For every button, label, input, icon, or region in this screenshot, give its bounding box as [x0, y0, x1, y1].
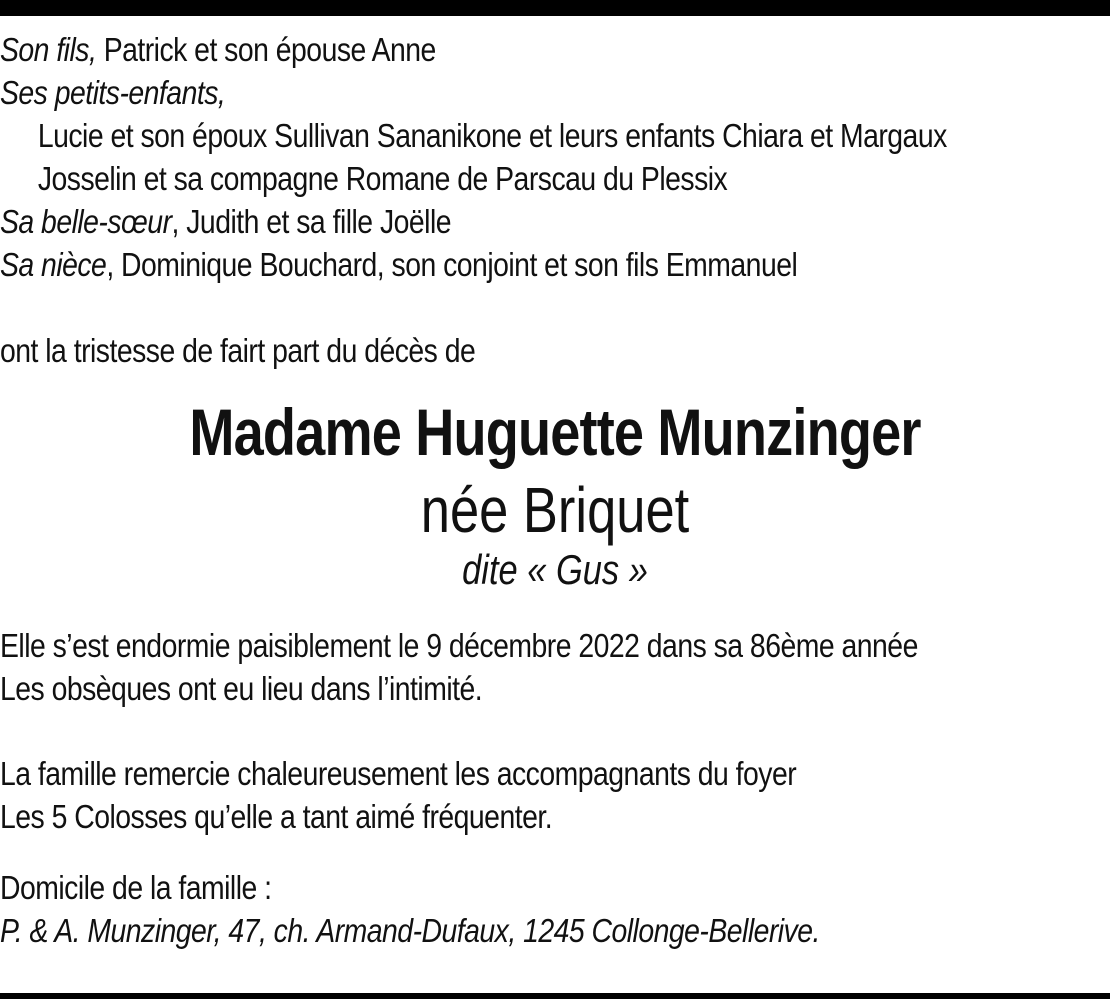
announcement-text: ont la tristesse de fairt part du décès de [0, 332, 476, 369]
grandchildren-label: Ses petits-enfants, [0, 74, 226, 111]
obituary-notice [0, 28, 1110, 952]
son-label: Son fils, [0, 31, 97, 68]
details-line-2: Les obsèques ont eu lieu dans l’intimité. [0, 670, 483, 707]
deceased-block [0, 390, 1110, 594]
maiden-name: née Briquet [420, 474, 690, 546]
thanks-line-1: La famille remercie chaleureusement les accompagnants du foyer [0, 755, 797, 792]
niece-line [0, 243, 955, 286]
sister-in-law-names: , Judith et sa fille Joëlle [171, 203, 452, 240]
grandchild-line-1: Lucie et son époux Sullivan Sananikone et leurs enfants Chiara et Margaux [37, 117, 947, 154]
address-label: Domicile de la famille : [0, 869, 272, 906]
spacer [0, 286, 1110, 329]
details-line-1: Elle s’est endormie paisiblement le 9 décembre 2022 dans sa 86ème année [0, 627, 918, 664]
niece-label: Sa nièce [0, 246, 107, 283]
deceased-name: Madame Huguette Munzinger [189, 395, 921, 469]
grandchild-line-2: Josselin et sa compagne Romane de Parscau du Plessix [37, 160, 728, 197]
spacer [0, 710, 1110, 752]
son-names: Patrick et son épouse Anne [96, 31, 436, 68]
bottom-rule [0, 993, 1110, 999]
address-value: P. & A. Munzinger, 47, ch. Armand-Dufaux, 1245 Collonge-Bellerive. [0, 912, 820, 949]
sister-in-law-line [0, 200, 955, 243]
son-line [0, 28, 955, 71]
top-rule [0, 0, 1110, 16]
sister-in-law-label: Sa belle-sœur [0, 203, 172, 240]
nickname: dite « Gus » [462, 546, 648, 593]
thanks-line-2: Les 5 Colosses qu’elle a tant aimé fréquenter. [0, 798, 553, 835]
niece-names: , Dominique Bouchard, son conjoint et son fils Emmanuel [106, 246, 798, 283]
spacer [0, 838, 1110, 866]
